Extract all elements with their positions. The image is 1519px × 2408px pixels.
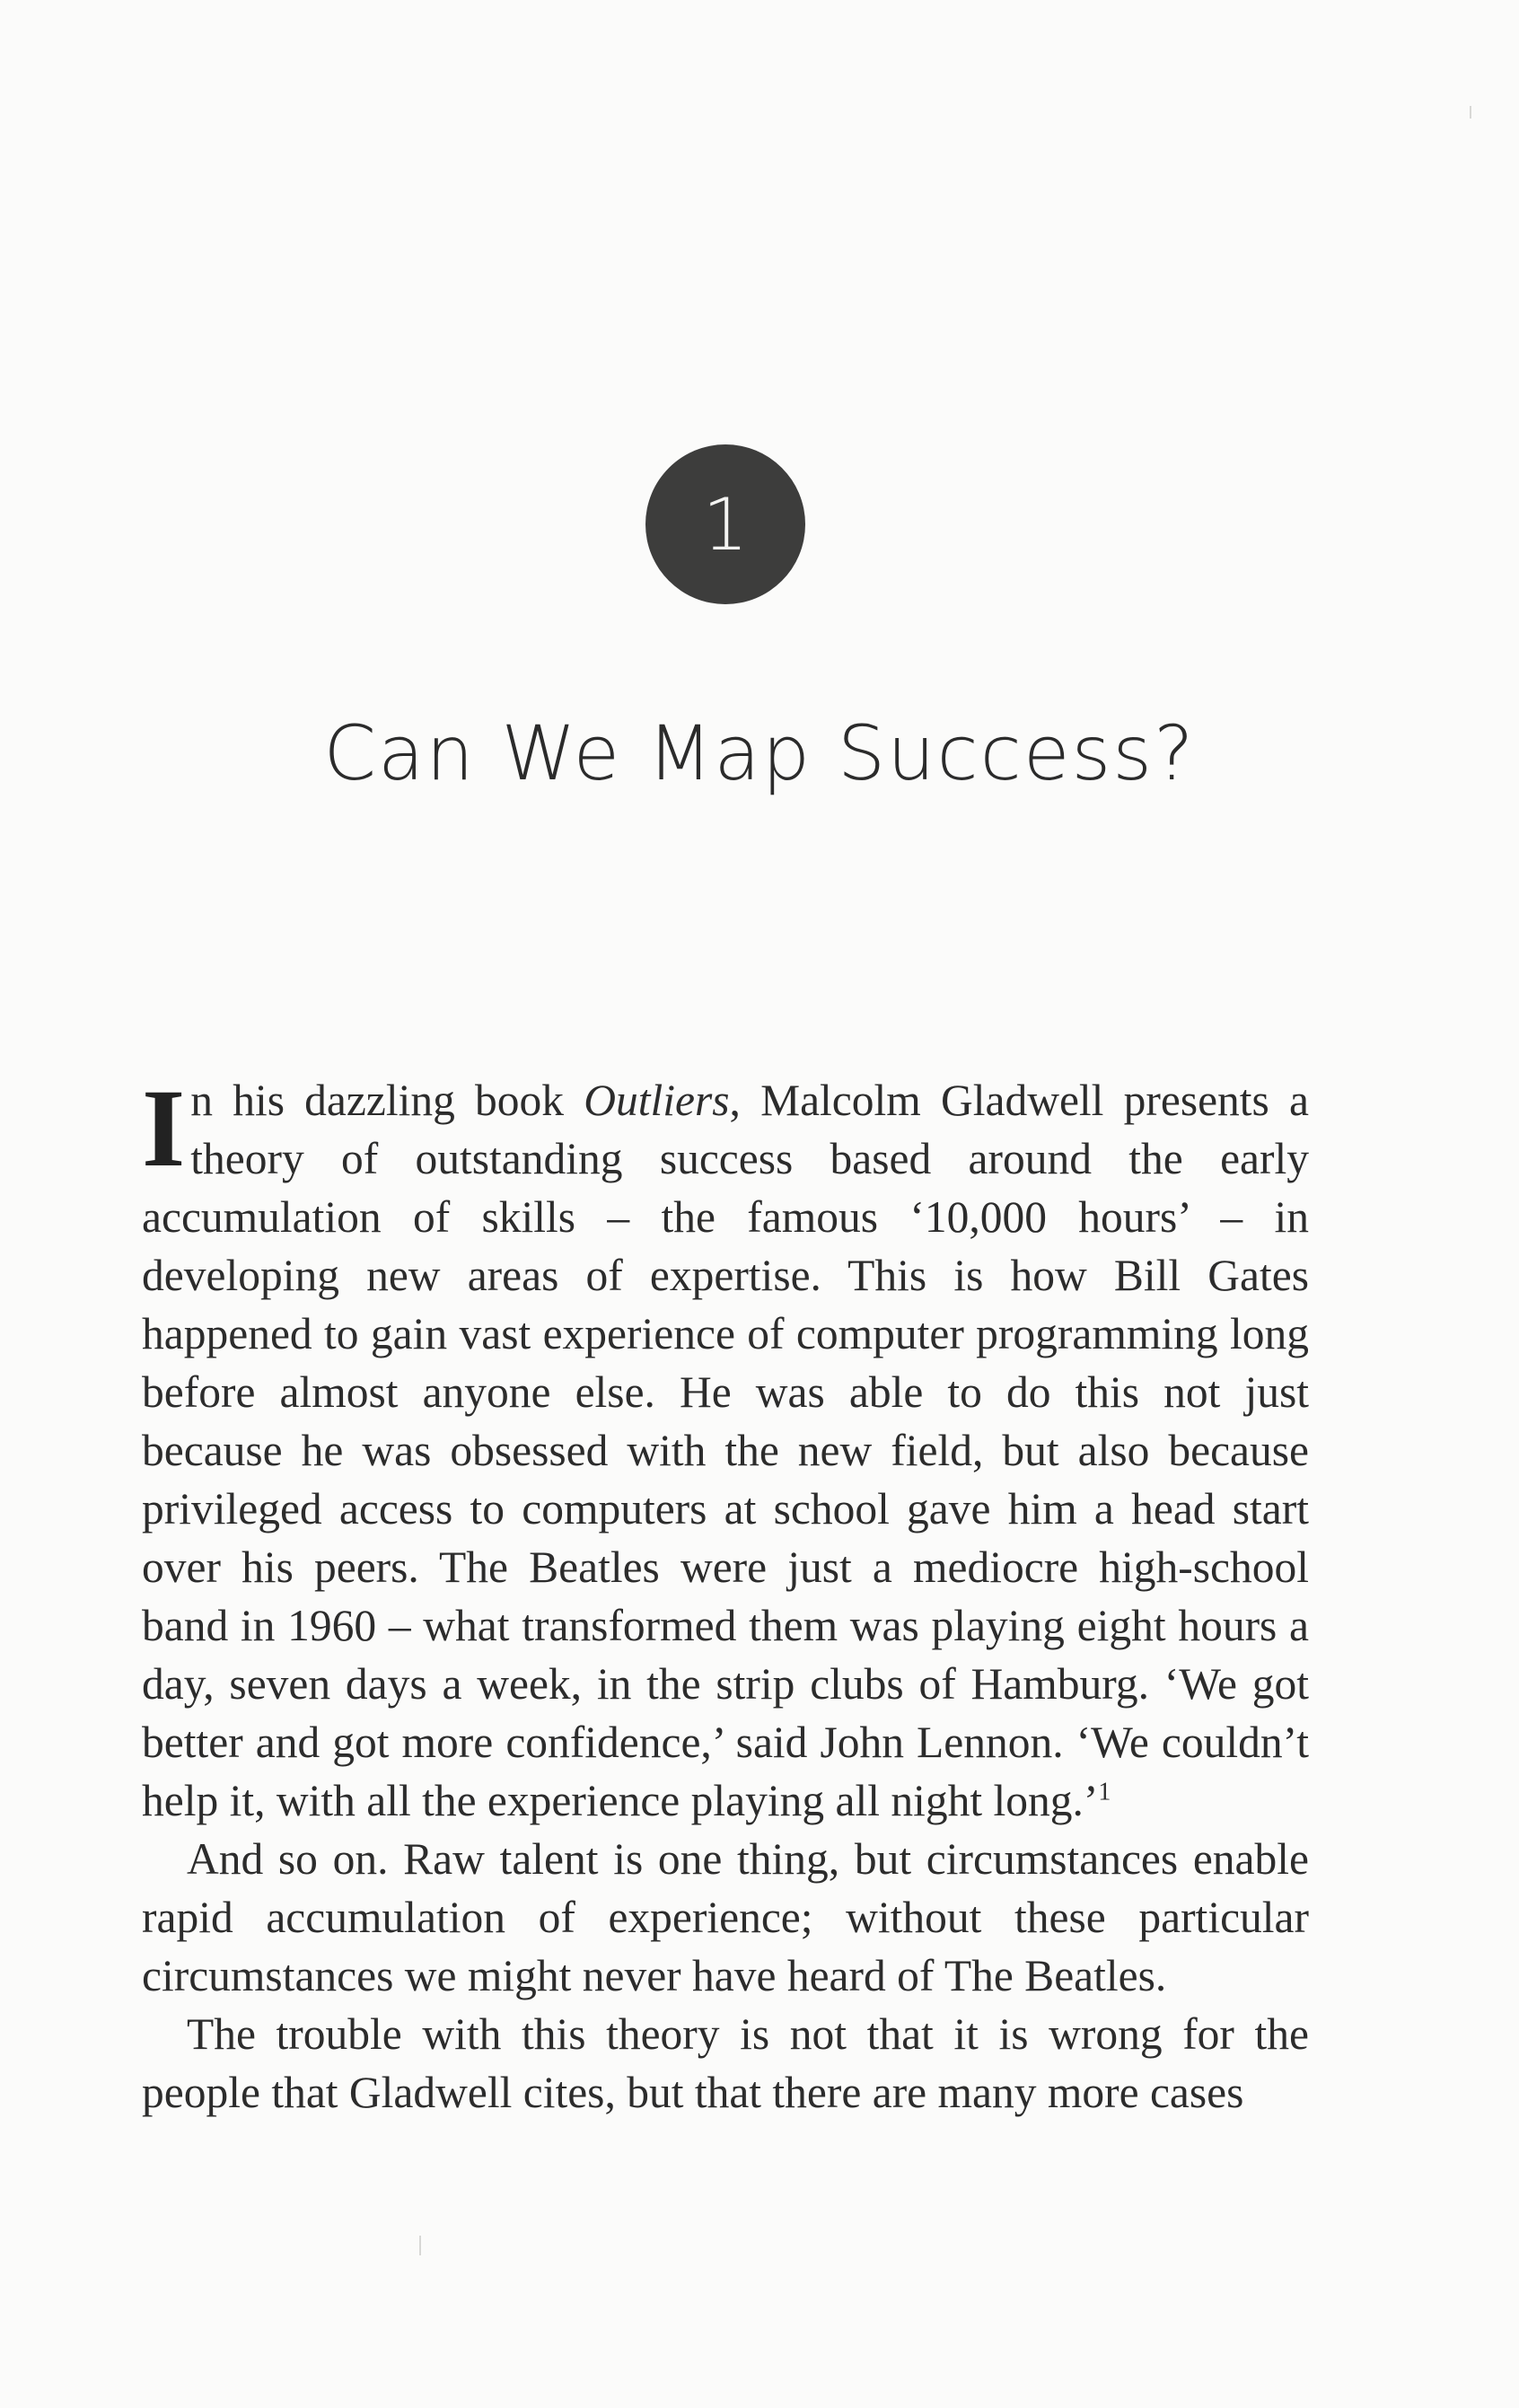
paragraph-2: And so on. Raw talent is one thing, but circumstances enable rapid accumulation of experience; without these particular circumstances we might never have heard of The Beatles. — [142, 1834, 1309, 2000]
scan-artifact-mark — [1470, 106, 1471, 119]
chapter-number-badge — [645, 444, 805, 604]
paragraph-1 — [142, 1067, 1309, 1830]
paragraph-1-text-a: n his dazzling book — [190, 1076, 584, 1125]
scan-artifact-mark — [419, 2236, 421, 2255]
paragraph-3: The trouble with this theory is not that it is wrong for the people that Gladwell cites, but that there are many more cases — [142, 2009, 1309, 2117]
chapter-number: 1 — [702, 482, 749, 567]
chapter-title: Can We Map Success? — [323, 709, 1196, 797]
drop-cap: I — [142, 1067, 186, 1190]
chapter-body — [142, 1067, 1309, 2122]
footnote-marker[interactable]: 1 — [1098, 1778, 1111, 1806]
book-title: Outliers — [584, 1076, 730, 1125]
paragraph-1-text-b: , Malcolm Gladwell presents a theory of outstanding success based around the early accumulation of skills – the famous ‘10,000 hours’ – in developing new areas of expertise. This is how Bill Gates happened to gain vast experience of computer programming long before almost anyone else. He was able to do this not just because he was obsessed with the new field, but also because privileged access to computers at school gave him a head start over his peers. The Beatles were just a mediocre high-school band in 1960 – what transformed them was playing eight hours a day, seven days a week, in the strip clubs of Hamburg. ‘We got better and got more confidence,’ said John Lennon. ‘We couldn’t help it, with all the experience playing all night long.’ — [142, 1076, 1309, 1825]
